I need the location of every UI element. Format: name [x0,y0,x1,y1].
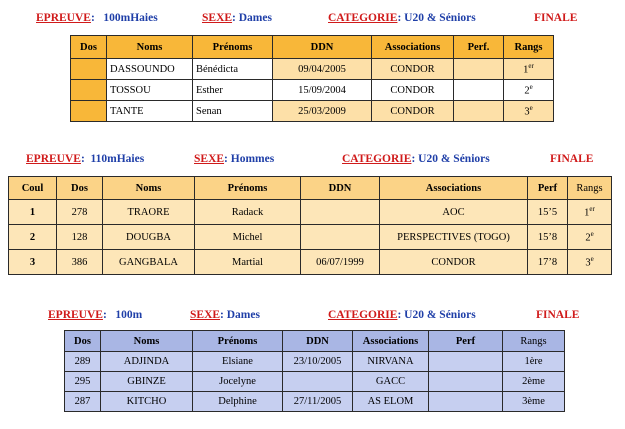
cell-perf [454,101,504,122]
col-perf-header: Perf. [454,36,504,59]
section1-categorie-value: : U20 & Séniors [397,12,476,24]
col-dos-header: Dos [57,177,103,200]
col-perf-header: Perf [528,177,568,200]
cell-prenom: Elsiane [193,352,283,372]
cell-prenom: Delphine [193,392,283,412]
cell-nom: TANTE [107,101,193,122]
section1-results-table [70,35,554,122]
cell-rang [504,80,554,101]
cell-dos: 128 [57,225,103,250]
cell-nom: DASSOUNDO [107,59,193,80]
section2-header-row [9,177,612,200]
rang-value: 3 [585,257,591,269]
rang-suffix: e [590,255,594,264]
col-associations-header: Associations [372,36,454,59]
rang-value: 1 [523,64,529,76]
col-rangs-header: Rangs [568,177,612,200]
cell-prenom: Michel [195,225,301,250]
table-row [71,59,554,80]
cell-nom: GANGBALA [103,250,195,275]
section3-sexe-value: : Dames [220,309,260,321]
cell-perf: 17’8 [528,250,568,275]
cell-association: CONDOR [380,250,528,275]
section3-epreuve-label: EPREUVE [48,309,103,321]
section2-categorie-label: CATEGORIE [342,153,412,165]
cell-nom: KITCHO [101,392,193,412]
rang-value: 1 [584,207,590,219]
section1-epreuve-value: : 100mHaies [90,12,158,24]
cell-prenom: Bénédicta [193,59,273,80]
section1-header-row [71,36,554,59]
col-noms-header: Noms [103,177,195,200]
table-row [65,372,565,392]
section1-epreuve-label: EPREUVE [36,12,91,24]
col-prenoms-header: Prénoms [193,331,283,352]
cell-association: AS ELOM [353,392,429,412]
cell-coul: 1 [9,200,57,225]
cell-nom: ADJINDA [101,352,193,372]
cell-prenom: Martial [195,250,301,275]
cell-rang [504,59,554,80]
cell-perf [429,372,503,392]
section2-sexe-label: SEXE [194,153,225,165]
section1-sexe-value: : Dames [232,12,272,24]
section3-header-row [65,331,565,352]
cell-ddn [301,225,380,250]
cell-dos: 287 [65,392,101,412]
rang-suffix: e [590,230,594,239]
cell-prenom: Senan [193,101,273,122]
cell-rang [504,101,554,122]
cell-ddn: 06/07/1999 [301,250,380,275]
section2-epreuve-value: : 110mHaies [80,153,145,165]
table-row [65,392,565,412]
col-associations-header: Associations [380,177,528,200]
section2-sexe-value: : Hommes [224,153,275,165]
col-ddn-header: DDN [301,177,380,200]
cell-ddn: 25/03/2009 [273,101,372,122]
cell-dos: 295 [65,372,101,392]
section2-categorie-value: : U20 & Séniors [411,153,490,165]
cell-ddn: 27/11/2005 [283,392,353,412]
col-coul-header: Coul [9,177,57,200]
col-rangs-header: Rangs [503,331,565,352]
col-perf-header: Perf [429,331,503,352]
col-prenoms-header: Prénoms [193,36,273,59]
cell-prenom: Radack [195,200,301,225]
cell-ddn: 23/10/2005 [283,352,353,372]
rang-suffix: e [529,83,533,92]
cell-rang: 1ère [503,352,565,372]
cell-nom: TOSSOU [107,80,193,101]
cell-perf: 15’8 [528,225,568,250]
col-noms-header: Noms [107,36,193,59]
cell-nom: TRAORE [103,200,195,225]
cell-nom: DOUGBA [103,225,195,250]
cell-perf [454,59,504,80]
table-row [71,80,554,101]
cell-ddn [301,200,380,225]
cell-rang [568,225,612,250]
cell-nom: GBINZE [101,372,193,392]
section3-categorie-label: CATEGORIE [328,309,398,321]
cell-dos [71,80,107,101]
cell-association: AOC [380,200,528,225]
rang-suffix: er [589,205,595,214]
cell-coul: 2 [9,225,57,250]
section3-categorie-value: : U20 & Séniors [397,309,476,321]
cell-dos: 278 [57,200,103,225]
cell-rang: 3ème [503,392,565,412]
cell-rang [568,200,612,225]
section2-phase: FINALE [550,153,594,165]
table-row [9,250,612,275]
cell-ddn: 09/04/2005 [273,59,372,80]
col-ddn-header: DDN [273,36,372,59]
col-dos-header: Dos [65,331,101,352]
cell-association: PERSPECTIVES (TOGO) [380,225,528,250]
cell-prenom: Esther [193,80,273,101]
cell-association: NIRVANA [353,352,429,372]
col-dos-header: Dos [71,36,107,59]
cell-dos: 289 [65,352,101,372]
cell-association: GACC [353,372,429,392]
col-ddn-header: DDN [283,331,353,352]
section3-phase: FINALE [536,309,580,321]
rang-suffix: e [529,104,533,113]
col-prenoms-header: Prénoms [195,177,301,200]
cell-dos: 386 [57,250,103,275]
cell-association: CONDOR [372,101,454,122]
col-rangs-header: Rangs [504,36,554,59]
col-associations-header: Associations [353,331,429,352]
section1-sexe-label: SEXE [202,12,233,24]
table-row [65,352,565,372]
col-noms-header: Noms [101,331,193,352]
section1-categorie-label: CATEGORIE [328,12,398,24]
cell-ddn: 15/09/2004 [273,80,372,101]
table-row [9,225,612,250]
table-row [9,200,612,225]
cell-rang: 2ème [503,372,565,392]
section1-phase: FINALE [534,12,578,24]
cell-coul: 3 [9,250,57,275]
rang-value: 2 [524,85,530,97]
cell-association: CONDOR [372,59,454,80]
cell-prenom: Jocelyne [193,372,283,392]
section3-results-table [64,330,565,412]
cell-ddn [283,372,353,392]
cell-dos [71,101,107,122]
rang-value: 3 [524,106,530,118]
cell-association: CONDOR [372,80,454,101]
cell-perf [454,80,504,101]
rang-value: 2 [585,232,591,244]
cell-perf [429,352,503,372]
rang-suffix: er [528,62,534,71]
cell-perf [429,392,503,412]
cell-rang [568,250,612,275]
section2-results-table [8,176,612,275]
section3-sexe-label: SEXE [190,309,221,321]
cell-perf: 15’5 [528,200,568,225]
cell-dos [71,59,107,80]
section2-epreuve-label: EPREUVE [26,153,81,165]
section3-epreuve-value: : 100m [102,309,143,321]
table-row [71,101,554,122]
